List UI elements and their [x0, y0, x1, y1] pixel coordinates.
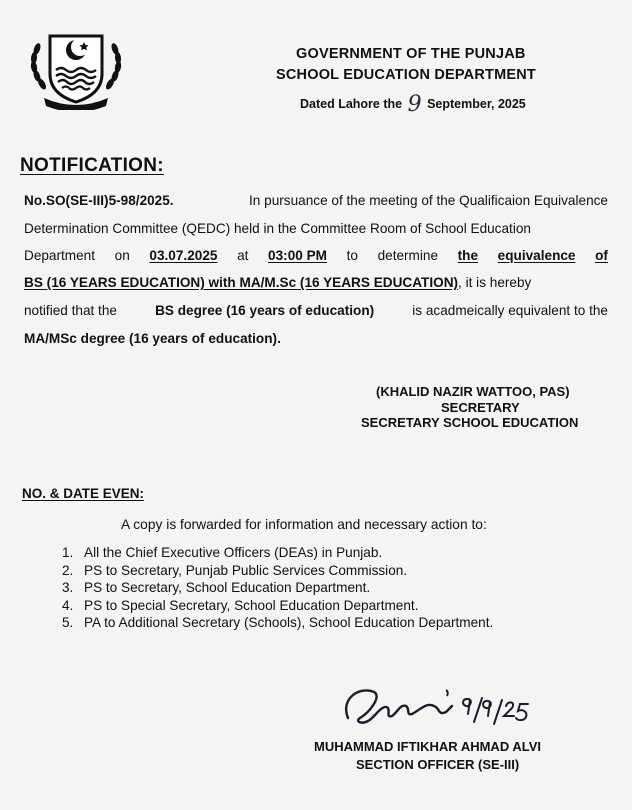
distribution-list	[62, 545, 493, 633]
equivalence-subject: BS (16 YEARS EDUCATION) with MA/M.Sc (16 YEARS EDUCATION)	[24, 275, 459, 290]
no-date-even-heading: NO. & DATE EVEN:	[22, 486, 145, 501]
notification-title: NOTIFICATION:	[20, 155, 164, 176]
paragraph-line-4	[24, 275, 608, 290]
punjab-government-emblem-icon	[22, 26, 130, 110]
list-item: 2. PS to Secretary, Punjab Public Services Commission.	[62, 562, 408, 578]
paragraph-word: Department	[24, 248, 96, 263]
paragraph-text: Determination Committee (QEDC) held in the Committee Room of School Education	[24, 221, 531, 236]
paragraph-text: is acadmeically equivalent to the	[412, 303, 608, 318]
notification-number: No.SO(SE-III)5-98/2025.	[24, 193, 174, 208]
department-heading: SCHOOL EDUCATION DEPARTMENT	[276, 67, 536, 83]
paragraph-text: In pursuance of the meeting of the Qualificaion Equivalence	[249, 193, 608, 208]
list-item: 5. PA to Additional Secretary (Schools), School Education Department.	[62, 615, 494, 630]
list-item: 4. PS to Special Secretary, School Education Department.	[62, 597, 419, 613]
copy-forwarded-intro: A copy is forwarded for information and necessary action to:	[121, 517, 487, 532]
paragraph-line-3	[24, 248, 608, 263]
meeting-time: 03:00 PM	[268, 248, 327, 263]
ma-msc-degree-text: MA/MSc degree (16 years of education).	[24, 331, 281, 346]
government-heading: GOVERNMENT OF THE PUNJAB	[296, 46, 526, 62]
signatory-office: SECRETARY SCHOOL EDUCATION	[361, 415, 579, 430]
paragraph-word: on	[114, 248, 130, 263]
signatory-name: (KHALID NAZIR WATTOO, PAS)	[376, 384, 570, 399]
paragraph-text: notified that the	[24, 303, 117, 318]
paragraph-text: , it is hereby	[458, 275, 532, 290]
signatory-designation: SECRETARY	[441, 400, 520, 415]
handwritten-signature	[330, 678, 560, 738]
list-item: 3. PS to Secretary, School Education Department.	[62, 580, 371, 595]
section-officer-name: MUHAMMAD IFTIKHAR AHMAD ALVI	[314, 739, 541, 754]
paragraph-line-6	[24, 331, 608, 346]
list-item: 1. All the Chief Executive Officers (DEAs) in Punjab.	[62, 545, 383, 560]
paragraph-line-5	[24, 303, 608, 318]
paragraph-word: to	[346, 248, 358, 263]
paragraph-word: determine	[377, 248, 439, 263]
dated-line	[300, 89, 526, 117]
paragraph-line-1	[24, 193, 608, 208]
dated-day-handwritten: 9	[407, 92, 422, 117]
paragraph-word: at	[237, 248, 249, 263]
paragraph-word: equivalence	[497, 248, 576, 263]
section-officer-designation: SECTION OFFICER (SE-III)	[356, 757, 520, 772]
dated-prefix: Dated Lahore the	[300, 97, 403, 111]
paragraph-word: the	[457, 248, 479, 263]
dated-suffix: September, 2025	[427, 97, 526, 111]
paragraph-word: of	[595, 248, 608, 263]
paragraph-line-2	[24, 221, 608, 236]
meeting-date: 03.07.2025	[149, 248, 218, 263]
bs-degree-text: BS degree (16 years of education)	[155, 303, 375, 318]
